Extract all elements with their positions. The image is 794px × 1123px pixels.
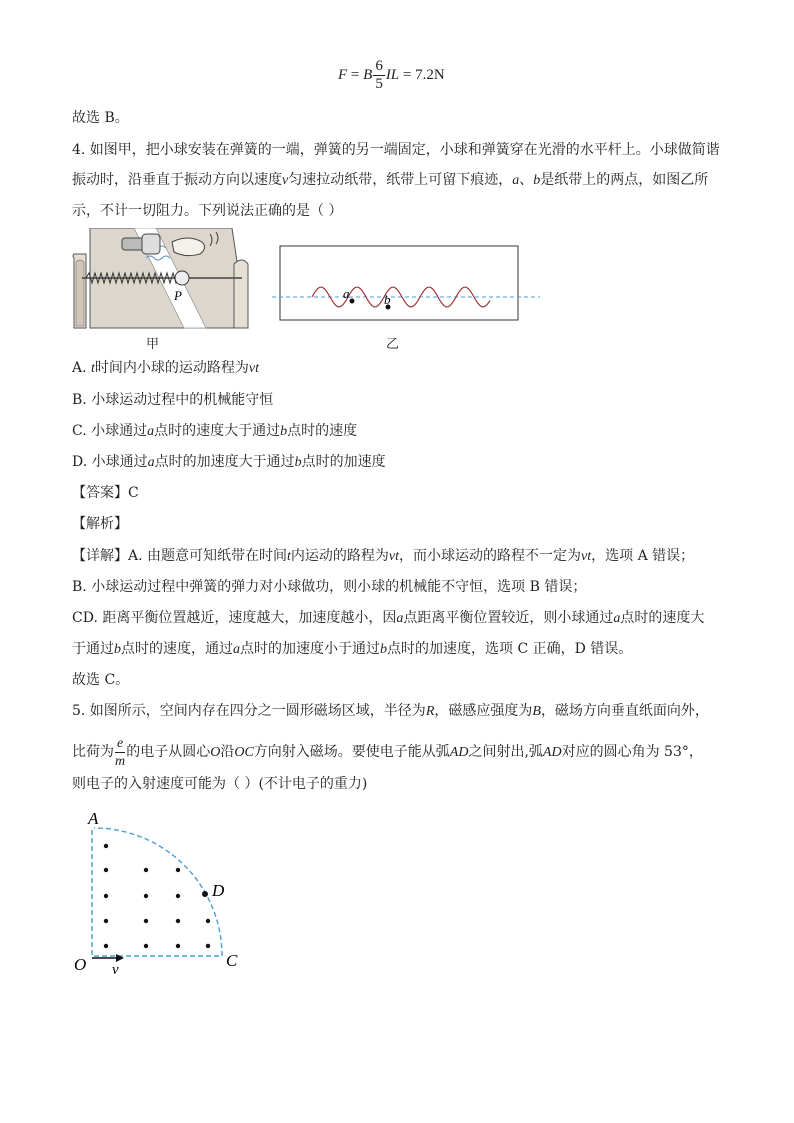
formula-lhs: F bbox=[338, 66, 348, 83]
formula-eq: = bbox=[350, 66, 360, 83]
q4-stem-line-2: 振动时，沿垂直于振动方向以速度v匀速拉动纸带，纸带上可留下痕迹，a、b是纸带上的两点，如图乙所 bbox=[72, 172, 709, 188]
formula-IL: IL bbox=[385, 66, 400, 83]
label-b: b bbox=[384, 292, 391, 307]
charge-mass-fraction: $\frac{e}{m}$ bbox=[115, 735, 126, 769]
figure-yi-wave bbox=[272, 245, 540, 325]
q4-stem-line-3: 示，不计一切阻力。下列说法正确的是（ ） bbox=[72, 203, 343, 219]
field-dot bbox=[144, 894, 148, 898]
field-dot bbox=[144, 919, 148, 923]
label-O: O bbox=[74, 955, 87, 974]
q5-stem-line-1: 5. 如图所示，空间内存在四分之一圆形磁场区域，半径为R，磁感应强度为B，磁场方向垂直纸面向外， bbox=[72, 703, 709, 719]
field-dot bbox=[206, 944, 210, 948]
label-P: P bbox=[174, 288, 182, 303]
q5-stem-line-2: 比荷为 $\frac{e}{m}$ 的电子从圆心O沿OC方向射入磁场。要使电子能从弧AD之间射出,弧AD对应的圆心角为 53°， bbox=[72, 735, 703, 769]
q4-conclusion: 故选 C。 bbox=[72, 672, 130, 688]
figure-quarter-circle-field bbox=[70, 806, 250, 978]
field-dot bbox=[104, 919, 108, 923]
q4-answer: 【答案】C bbox=[72, 485, 139, 501]
formula-frac-num: 6 bbox=[375, 58, 383, 74]
field-dot bbox=[144, 868, 148, 872]
figure-jia-spring-apparatus bbox=[72, 228, 252, 330]
q4-option-c: C. 小球通过a点时的速度大于通过b点时的速度 bbox=[72, 423, 358, 439]
q4-option-b: B. 小球运动过程中的机械能守恒 bbox=[72, 392, 274, 408]
label-a: a bbox=[343, 286, 350, 301]
formula-frac-den: 5 bbox=[375, 76, 383, 92]
q4-analysis-tag: 【解析】 bbox=[72, 516, 128, 532]
q4-option-d: D. 小球通过a点时的加速度大于通过b点时的加速度 bbox=[72, 454, 386, 470]
q4-option-a: A. t时间内小球的运动路程为vt bbox=[72, 360, 260, 376]
figure-yi-caption: 乙 bbox=[386, 337, 400, 352]
label-A: A bbox=[88, 809, 99, 828]
field-dot bbox=[176, 944, 180, 948]
field-dot bbox=[176, 868, 180, 872]
label-D: D bbox=[212, 881, 225, 900]
q4-detail-line-4: 于通过b点时的速度，通过a点时的加速度小于通过b点时的加速度，选项 C 正确，D 错误。 bbox=[72, 641, 633, 657]
force-formula bbox=[338, 58, 445, 104]
field-dot bbox=[176, 894, 180, 898]
field-dot bbox=[206, 919, 210, 923]
q4-detail-line-2: B. 小球运动过程中弹簧的弹力对小球做功，则小球的机械能不守恒，选项 B 错误； bbox=[72, 579, 587, 595]
label-C: C bbox=[226, 951, 238, 970]
field-dot bbox=[104, 868, 108, 872]
field-dot bbox=[104, 894, 108, 898]
q3-conclusion: 故选 B。 bbox=[72, 110, 129, 126]
field-dot bbox=[144, 944, 148, 948]
figure-jia-caption: 甲 bbox=[146, 337, 160, 352]
field-dot bbox=[176, 919, 180, 923]
q4-detail-line-3: CD. 距离平衡位置越近，速度越大，加速度越小，因a点距离平衡位置较近，则小球通过a点时的速度大 bbox=[72, 610, 705, 626]
q4-stem-line-1: 4. 如图甲，把小球安装在弹簧的一端，弹簧的另一端固定，小球和弹簧穿在光滑的水平杆上。小球做简谐 bbox=[72, 142, 720, 158]
formula-rhs: = 7.2N bbox=[402, 66, 445, 83]
field-dot bbox=[104, 944, 108, 948]
formula-B: B bbox=[363, 66, 373, 83]
field-dot bbox=[104, 844, 108, 848]
q5-stem-line-3: 则电子的入射速度可能为（ ）(不计电子的重力) bbox=[72, 776, 368, 792]
q4-detail-line-1: 【详解】A. 由题意可知纸带在时间t内运动的路程为vt，而小球运动的路程不一定为vt，选项 A 错误； bbox=[72, 548, 695, 564]
label-v: v bbox=[112, 962, 119, 978]
formula-fraction bbox=[373, 58, 385, 93]
